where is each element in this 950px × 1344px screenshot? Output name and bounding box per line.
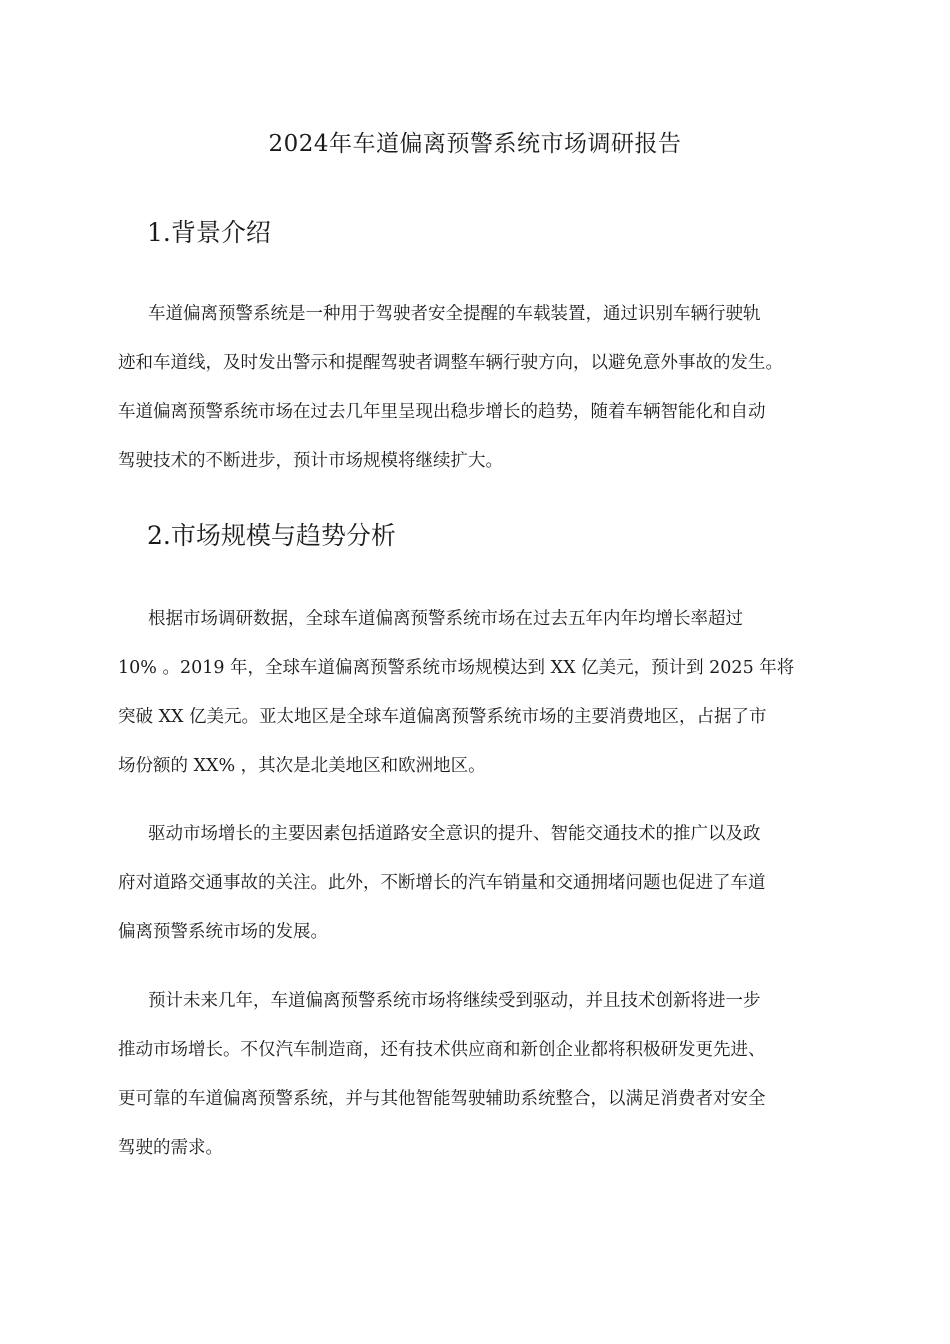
document-title: 2024年车道偏离预警系统市场调研报告 xyxy=(268,131,682,157)
paragraph-line: 府对道路交通事故的关注。此外，不断增长的汽车销量和交通拥堵问题也促进了车道 xyxy=(118,873,766,893)
paragraph-line: 车道偏离预警系统市场在过去几年里呈现出稳步增长的趋势，随着车辆智能化和自动 xyxy=(118,402,766,422)
paragraph-line: 迹和车道线，及时发出警示和提醒驾驶者调整车辆行驶方向，以避免意外事故的发生。 xyxy=(118,353,783,373)
paragraph-line: 驱动市场增长的主要因素包括道路安全意识的提升、智能交通技术的推广以及政 xyxy=(148,824,761,844)
paragraph-line: 推动市场增长。不仅汽车制造商，还有技术供应商和新创企业都将积极研发更先进、 xyxy=(118,1040,766,1060)
paragraph-line: 场份额的 XX% ，其次是北美地区和欧洲地区。 xyxy=(118,756,486,776)
paragraph-line: 根据市场调研数据，全球车道偏离预警系统市场在过去五年内年均增长率超过 xyxy=(148,609,743,629)
paragraph-line: 驾驶的需求。 xyxy=(118,1138,223,1158)
section-heading-background: 1.背景介绍 xyxy=(147,218,271,247)
section-heading-market: 2.市场规模与趋势分析 xyxy=(147,521,396,550)
paragraph-line: 突破 XX 亿美元。亚太地区是全球车道偏离预警系统市场的主要消费地区，占据了市 xyxy=(118,707,767,727)
paragraph-line: 驾驶技术的不断进步，预计市场规模将继续扩大。 xyxy=(118,451,503,471)
paragraph-line: 偏离预警系统市场的发展。 xyxy=(118,922,328,942)
paragraph-line: 预计未来几年，车道偏离预警系统市场将继续受到驱动，并且技术创新将进一步 xyxy=(148,991,761,1011)
paragraph-line: 车道偏离预警系统是一种用于驾驶者安全提醒的车载装置，通过识别车辆行驶轨 xyxy=(148,304,761,324)
paragraph-line: 10% 。2019 年，全球车道偏离预警系统市场规模达到 XX 亿美元，预计到 2025 年将 xyxy=(118,658,795,678)
paragraph-line: 更可靠的车道偏离预警系统，并与其他智能驾驶辅助系统整合，以满足消费者对安全 xyxy=(118,1089,766,1109)
